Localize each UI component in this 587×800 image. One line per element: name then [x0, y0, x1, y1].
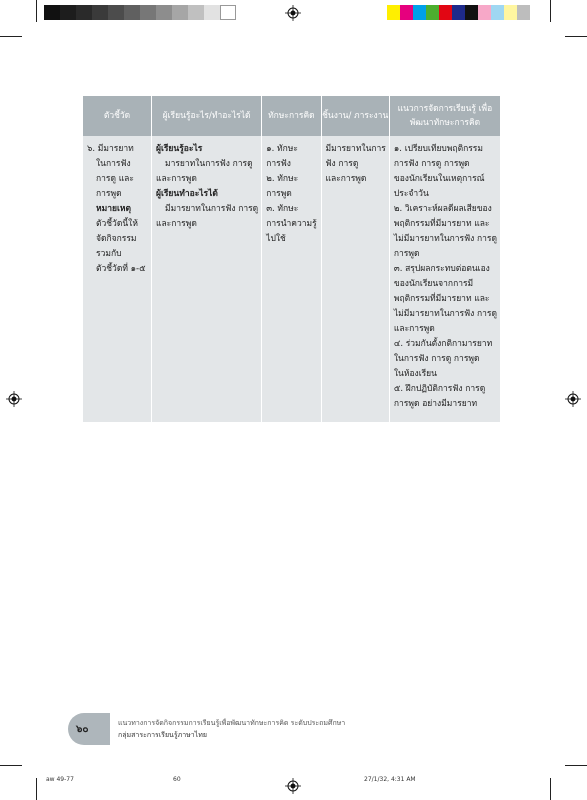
- learner-do-heading: ผู้เรียนทำอะไรได้: [155, 189, 218, 199]
- indicator-line: ๖. มีมารยาท: [87, 144, 134, 154]
- approach-line: การพูด: [393, 249, 420, 259]
- skill-line: ๒. ทักษะ: [266, 174, 299, 184]
- cell-learner: [151, 136, 261, 422]
- indicator-note-heading: หมายเหตุ: [96, 204, 131, 214]
- learner-line: และการพูด: [155, 174, 197, 184]
- learner-know-heading: ผู้เรียนรู้อะไร: [155, 144, 203, 154]
- page-number: ๖๐: [76, 724, 89, 735]
- table-header-row: [83, 96, 500, 136]
- indicator-line: ตัวชี้วัดนี้ให้: [96, 219, 138, 229]
- approach-line: ๔. ร่วมกันตั้งกติกามารยาท: [393, 339, 493, 349]
- skill-line: ๑. ทักษะ: [266, 144, 298, 154]
- registration-mark-right-icon: [565, 391, 581, 407]
- header-approach: แนวการจัดการเรียนรู้ เพื่อพัฒนาทักษะการคิด: [389, 96, 500, 136]
- task-line: และการพูด: [325, 174, 367, 184]
- page-number-badge: [68, 713, 110, 745]
- cell-indicator: [83, 136, 151, 422]
- indicator-line: จัดกิจกรรม: [96, 234, 137, 244]
- approach-line: ไม่มีมารยาทในการฟัง การดู: [393, 309, 497, 319]
- header-tasks: ชิ้นงาน/ ภาระงาน: [321, 96, 389, 136]
- approach-line: ในห้องเรียน: [393, 369, 437, 379]
- crop-mark: [565, 36, 587, 37]
- learner-line: มารยาทในการฟัง การดู: [164, 159, 253, 169]
- approach-line: ๒. วิเคราะห์ผลดีผลเสียของ: [393, 204, 492, 214]
- approach-line: ไม่มีมารยาทในการฟัง การดู: [393, 234, 497, 244]
- skill-line: ไปใช้: [266, 234, 286, 244]
- skill-line: การพูด: [266, 189, 292, 199]
- slug-timestamp: 27/1/32, 4:31 AM: [364, 776, 416, 783]
- cell-approach: [389, 136, 500, 422]
- learner-line: และการพูด: [155, 219, 197, 229]
- grayscale-calibration-bar: [44, 5, 236, 20]
- registration-mark-left-icon: [6, 391, 22, 407]
- crop-mark: [36, 0, 37, 22]
- registration-mark-bottom-icon: [285, 778, 301, 794]
- approach-line: ในการฟัง การดู การพูด: [393, 354, 480, 364]
- registration-mark-top-icon: [285, 5, 301, 21]
- approach-line: และการพูด: [393, 324, 435, 334]
- cell-tasks: [321, 136, 389, 422]
- table-row: [83, 136, 500, 422]
- approach-line: ๑. เปรียบเทียบพฤติกรรม: [393, 144, 483, 154]
- header-indicator: ตัวชี้วัด: [83, 96, 151, 136]
- learning-plan-table: [83, 96, 500, 422]
- crop-mark: [550, 778, 551, 800]
- color-calibration-bar: [387, 5, 530, 20]
- approach-line: พฤติกรรมที่มีมารยาท และ: [393, 294, 490, 304]
- indicator-line: ในการฟัง: [96, 159, 131, 169]
- crop-mark: [565, 765, 587, 766]
- slug-page: 60: [173, 776, 181, 783]
- crop-mark: [36, 778, 37, 800]
- header-thinking-skills: ทักษะการคิด: [262, 96, 321, 136]
- approach-line: การพูด อย่างมีมารยาท: [393, 399, 478, 409]
- approach-line: ๓. สรุปผลกระทบต่อตนเอง: [393, 264, 490, 274]
- task-line: มีมารยาทในการ: [325, 144, 386, 154]
- task-line: ฟัง การดู: [325, 159, 359, 169]
- approach-line: ของนักเรียนจากการมี: [393, 279, 474, 289]
- indicator-line: การพูด: [96, 189, 122, 199]
- indicator-line: รวมกับ: [96, 249, 122, 259]
- indicator-line: ตัวชี้วัดที่ ๑-๕: [96, 264, 146, 274]
- approach-line: ประจำวัน: [393, 189, 429, 199]
- skill-line: การฟัง: [266, 159, 291, 169]
- skill-line: การนำความรู้: [266, 219, 317, 229]
- crop-mark: [0, 36, 22, 37]
- approach-line: การฟัง การดู การพูด: [393, 159, 470, 169]
- indicator-line: การดู และ: [96, 174, 134, 184]
- slug-filename: aw 49-77: [46, 776, 74, 783]
- cell-thinking-skills: [262, 136, 321, 422]
- approach-line: ของนักเรียนในเหตุการณ์: [393, 174, 485, 184]
- header-learner: ผู้เรียนรู้อะไร/ทำอะไรได้: [151, 96, 261, 136]
- learner-line: มีมารยาทในการฟัง การดู: [164, 204, 259, 214]
- footer-subject: กลุ่มสาระการเรียนรู้ภาษาไทย: [118, 731, 207, 739]
- crop-mark: [550, 0, 551, 22]
- approach-line: พฤติกรรมที่มีมารยาท และ: [393, 219, 490, 229]
- approach-line: ๕. ฝึกปฏิบัติการฟัง การดู: [393, 384, 486, 394]
- skill-line: ๓. ทักษะ: [266, 204, 299, 214]
- crop-mark: [0, 765, 22, 766]
- footer-book-title: แนวทางการจัดกิจกรรมการเรียนรู้เพื่อพัฒนาทักษะการคิด ระดับประถมศึกษา: [118, 719, 346, 727]
